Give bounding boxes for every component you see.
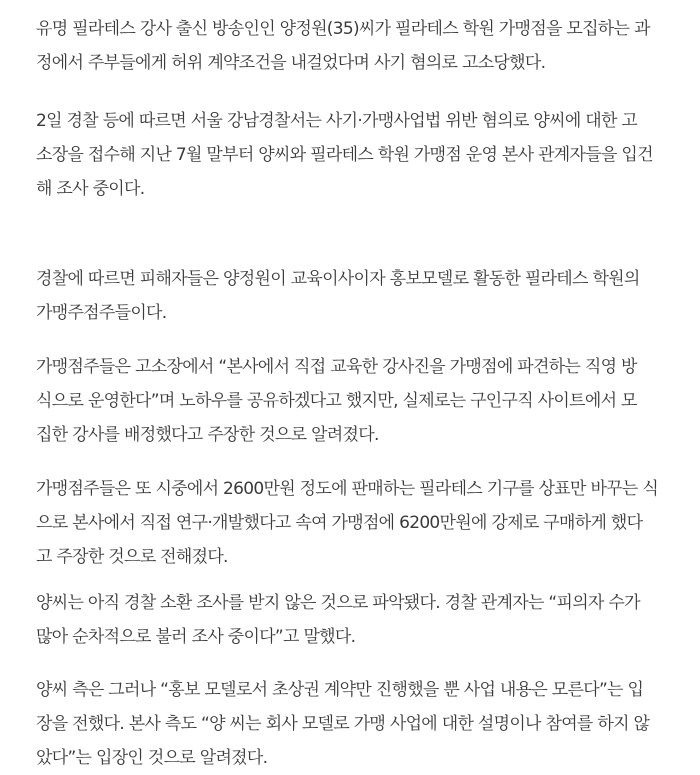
paragraph-line: 가맹주점주들이다. — [36, 303, 167, 323]
article-paragraph — [36, 262, 640, 330]
paragraph-line: 고 주장한 것으로 전해졌다. — [36, 547, 228, 567]
article-paragraph — [36, 12, 650, 80]
paragraph-line: 가맹점주들은 또 시중에서 2600만원 정도에 판매하는 필라테스 기구를 상표만 바꾸는 식 — [36, 479, 659, 499]
article-paragraph — [36, 673, 649, 775]
paragraph-line: 2일 경찰 등에 따르면 서울 강남경찰서는 사기·가맹사업법 위반 혐의로 양씨에 대한 고 — [36, 111, 638, 131]
paragraph-line: 가맹점주들은 고소장에서 “본사에서 직접 교육한 강사진을 가맹점에 파견하는 직영 방 — [36, 357, 637, 377]
paragraph-line: 으로 본사에서 직접 연구·개발했다고 속여 가맹점에 6200만원에 강제로 구매하게 했다 — [36, 513, 643, 533]
paragraph-line: 식으로 운영한다”며 노하우를 공유하겠다고 했지만, 실제로는 구인구직 사이트에서 모 — [36, 391, 637, 411]
paragraph-line: 많아 순차적으로 불러 조사 중이다”고 말했다. — [36, 627, 356, 647]
paragraph-line: 경찰에 따르면 피해자들은 양정원이 교육이사이자 홍보모델로 활동한 필라테스 학원의 — [36, 269, 640, 289]
paragraph-line: 정에서 주부들에게 허위 계약조건을 내걸었다며 사기 혐의로 고소당했다. — [36, 53, 546, 73]
paragraph-line: 집한 강사를 배정했다고 주장한 것으로 알려졌다. — [36, 425, 379, 445]
paragraph-line: 소장을 접수해 지난 7월 말부터 양씨와 필라테스 학원 가맹점 운영 본사 관계자들을 입건 — [36, 145, 653, 165]
article-paragraph — [36, 586, 640, 654]
paragraph-line: 았다”는 입장인 것으로 알려졌다. — [36, 748, 268, 768]
paragraph-line: 유명 필라테스 강사 출신 방송인인 양정원(35)씨가 필라테스 학원 가맹점을 모집하는 과 — [36, 19, 650, 39]
paragraph-line: 양씨 측은 그러나 “홍보 모델로서 초상권 계약만 진행했을 뿐 사업 내용은 모른다”는 입 — [36, 680, 644, 700]
paragraph-line: 양씨는 아직 경찰 소환 조사를 받지 않은 것으로 파악됐다. 경찰 관계자는 “피의자 수가 — [36, 593, 640, 613]
paragraph-line: 해 조사 중이다. — [36, 179, 145, 199]
article-paragraph — [36, 350, 637, 452]
paragraph-line: 장을 전했다. 본사 측도 “양 씨는 회사 모델로 가맹 사업에 대한 설명이나 참여를 하지 않 — [36, 714, 650, 734]
article-paragraph — [36, 104, 653, 206]
article-paragraph — [36, 472, 658, 574]
